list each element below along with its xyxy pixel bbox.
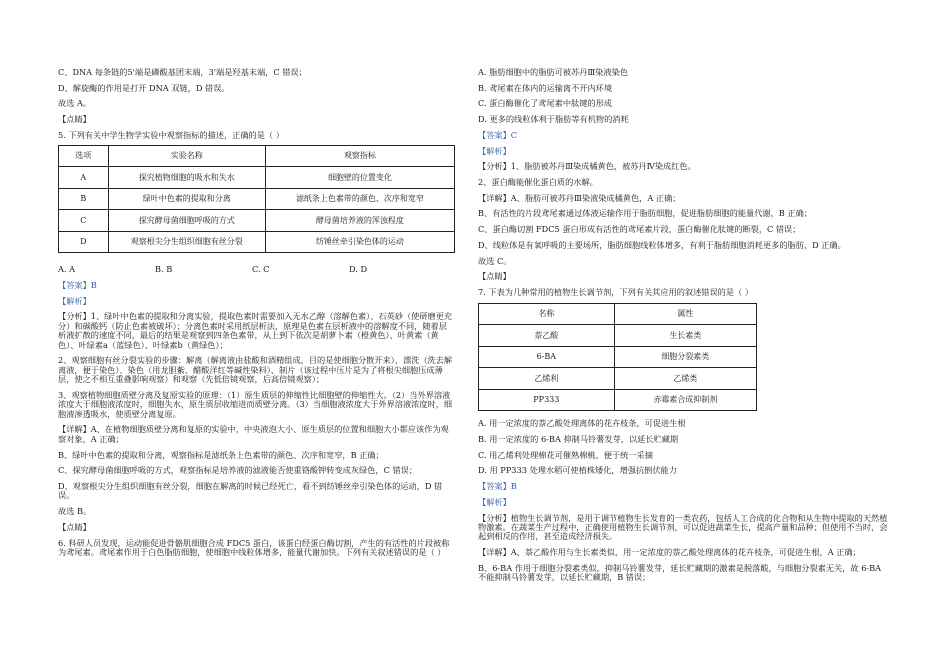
table-cell: PP333	[479, 389, 615, 411]
table-cell: 观察根尖分生组织细胞有丝分裂	[108, 231, 265, 253]
q7-option-d: D. 用 PP333 处理水稻可使植株矮化，增强抗倒伏能力	[478, 465, 677, 476]
q6-choice: 故选 C。	[478, 255, 512, 266]
option-d: D. D	[349, 264, 368, 275]
q5-detail-d: D、观察根尖分生组织细胞有丝分裂，细胞在解离的时候已经死亡，看不到纺锤丝牵引染色体的运动，D 错误。	[58, 480, 443, 501]
table-header-cell: 属性	[614, 303, 756, 325]
q7-stem: 7. 下表为几种常用的植物生长调节剂，下列有关其应用的叙述错误的是（ ）	[478, 287, 754, 298]
table-cell: 探究植物细胞的吸水和失水	[108, 167, 265, 189]
option-b: B. B	[155, 264, 173, 275]
q6-option-c: C. 蛋白酶催化了鸢尾素中肽键的形成	[478, 98, 612, 109]
q7-explanation-1: 【分析】植物生长调节剂，是用于调节植物生长发育的一类农药，包括人工合成的化合物和从生物中提取的天然植物激素。在蔬菜生产过程中，正确使用植物生长调节剂，可以促进蔬菜生长，提高产量和品种；但使用不当时，会起到相反的作用，甚至造成经济损失。	[478, 512, 888, 542]
q6-detail-b: B、有活性的片段鸢尾素通过体液运输作用于脂肪细胞，促进脂肪细胞的能量代谢，B 正确；	[478, 208, 812, 219]
table-cell: A	[59, 167, 109, 189]
q7-option-a: A. 用一定浓度的萘乙酸处理离体的花卉枝条，可促进生根	[478, 418, 686, 429]
table-cell: B	[59, 188, 109, 210]
line-q4-choice: 故选 A。	[58, 98, 92, 109]
q5-detail-c: C、探究酵母菌细胞呼吸的方式，观察指标是培养液的滤液能否使重铬酸钾转变成灰绿色，C 错误；	[58, 465, 418, 476]
table-row	[479, 325, 757, 347]
table-cell: 探究酵母菌细胞呼吸的方式	[108, 210, 265, 232]
table-row	[59, 167, 455, 189]
left-column	[58, 68, 455, 564]
line-q4-c: C、DNA 每条链的5'端是磷酸基团末端，3'端是羟基末端，C 错误；	[58, 67, 307, 77]
table-header-cell: 实验名称	[108, 145, 265, 167]
q6-answer: 【答案】C	[478, 129, 518, 140]
q6-analysis-tag: 【解析】	[478, 145, 511, 156]
q6-detail-d: D、线粒体是有氧呼吸的主要场所，脂肪细胞线粒体增多，有利于脂肪细胞消耗更多的脂肪，D 正确。	[478, 239, 846, 250]
table-cell: 赤霉素合成抑制剂	[614, 389, 756, 411]
option-c: C. C	[252, 264, 270, 275]
q6-explanation-1: 【分析】1、脂肪被苏丹Ⅲ染成橘黄色，被苏丹Ⅳ染成红色。	[478, 161, 696, 172]
q5-table	[58, 145, 455, 254]
table-cell: 萘乙酸	[479, 325, 615, 347]
table-row	[59, 188, 455, 210]
table-row	[59, 210, 455, 232]
table-cell: 绿叶中色素的提取和分离	[108, 188, 265, 210]
q6-detail-a: 【详解】A、脂肪可被苏丹Ⅲ染液染成橘黄色，A 正确；	[478, 192, 681, 203]
table-cell: 纺锤丝牵引染色体的运动	[265, 231, 454, 253]
q5-options	[58, 265, 455, 274]
table-row	[479, 389, 757, 411]
q5-detail-b: B、绿叶中色素的提取和分离，观察指标是滤纸条上色素带的颜色、次序和宽窄，B 正确；	[58, 449, 384, 460]
q7-table	[478, 303, 757, 412]
table-row	[479, 368, 757, 390]
q6-tip: 【点睛】	[478, 271, 511, 282]
line-q4-tip: 【点睛】	[58, 114, 91, 125]
table-row	[59, 231, 455, 253]
q5-explanation-2: 2、观察细胞有丝分裂实验的步骤：解离（解离液由盐酸和酒精组成，目的是使细胞分散开来）、漂洗（洗去解离液，便于染色）、染色（用龙胆紫、醋酸洋红等碱性染料）、制片（该过程中压片是为了将根尖细胞压成薄层，使之不相互重叠影响观察）和观察（先低倍镜观察，后高倍镜观察）；	[58, 355, 453, 385]
q5-stem: 5. 下列有关中学生物学实验中观察指标的描述，正确的是（ ）	[58, 129, 284, 140]
q7-answer: 【答案】B	[478, 481, 517, 492]
table-cell: 细胞分裂素类	[614, 346, 756, 368]
table-cell: D	[59, 231, 109, 253]
q7-detail-b: B、6-BA 作用于细胞分裂素类似，抑制马铃薯发芽，延长贮藏期的激素是脱落酸，与细胞分裂素无关，故 6-BA 不能抑制马铃薯发芽，以延长贮藏期，B 错误；	[478, 562, 882, 583]
q6-option-b: B. 鸢尾素在体内的运输离不开内环境	[478, 82, 613, 93]
q5-choice: 故选 B。	[58, 506, 92, 517]
table-cell: 细胞壁的位置变化	[265, 167, 454, 189]
q7-option-b: B. 用一定浓度的 6-BA 抑制马铃薯发芽，以延长贮藏期	[478, 434, 679, 444]
table-header-cell: 选项	[59, 145, 109, 167]
table-cell: C	[59, 210, 109, 232]
table-header-cell: 观察指标	[265, 145, 454, 167]
table-cell: 6-BA	[479, 346, 615, 368]
q7-option-c: C. 用乙烯利处理棉花可催熟棉桃，便于统一采摘	[478, 449, 653, 460]
table-header-row	[59, 145, 455, 167]
table-cell: 生长素类	[614, 325, 756, 347]
table-cell: 滤纸条上色素带的颜色、次序和宽窄	[265, 188, 454, 210]
q6-explanation-2: 2、蛋白酶能催化蛋白质的水解。	[478, 177, 598, 188]
q5-answer: 【答案】B	[58, 279, 97, 290]
right-column	[478, 68, 890, 589]
table-cell: 酵母菌培养液的浑浊程度	[265, 210, 454, 232]
q5-explanation-1: 【分析】1、绿叶中色素的提取和分离实验，提取色素时需要加入无水乙醇（溶解色素）、石英砂（使研磨更充分）和碳酸钙（防止色素被破坏）；分离色素时采用纸层析法，原理是色素在层析液中的溶解度不同，随着层析液扩散的速度不同，最后的结果是观察到四条色素带，从上到下依次是胡萝卜素（橙黄色）、叶黄素（黄色）、叶绿素a（蓝绿色）、叶绿素b（黄绿色）；	[58, 311, 453, 350]
table-header-row	[479, 303, 757, 325]
table-header-cell: 名称	[479, 303, 615, 325]
q5-detail-a: 【详解】A、在植物细胞质壁分离和复原的实验中，中央液泡大小、原生质层的位置和细胞大小都应该作为观察对象，A 正确；	[58, 424, 449, 444]
option-a: A. A	[58, 264, 76, 275]
q5-tip: 【点睛】	[58, 521, 91, 532]
q7-analysis-tag: 【解析】	[478, 496, 511, 507]
q6-option-a: A. 脂肪细胞中的脂肪可被苏丹Ⅲ染液染色	[478, 67, 629, 77]
q7-detail-a: 【详解】A、萘乙酸作用与生长素类似，用一定浓度的萘乙酸处理离体的花卉枝条，可促进生根，A 正确；	[478, 547, 861, 558]
q6-detail-c: C、蛋白酶切割 FDC5 蛋白形成有活性的鸢尾素片段，蛋白酶催化肽键的断裂，C 错误；	[478, 224, 801, 235]
line-q4-d: D、解旋酶的作用是打开 DNA 双链，D 错误。	[58, 82, 230, 93]
q6-option-d: D. 更多的线粒体利于脂肪等有机物的消耗	[478, 114, 629, 125]
table-cell: 乙烯类	[614, 368, 756, 390]
table-cell: 乙烯利	[479, 368, 615, 390]
q6-stem: 6. 科研人员发现，运动能促进骨骼肌细胞合成 FDC5 蛋白，该蛋白经蛋白酶切割，产生的有活性的片段被称为鸢尾素。鸢尾素作用于白色脂肪细胞，使细胞中线粒体增多，能量代谢加快。下列有关叙述错误的是（ ）	[58, 537, 450, 557]
q5-analysis-tag: 【解析】	[58, 295, 91, 306]
q5-explanation-3: 3、观察植物细胞质壁分离及复原实验的原理：（1）原生质层的伸缩性比细胞壁的伸缩性大。（2）当外界溶液浓度大于细胞液浓度时，细胞失水，原生质层收缩进而质壁分离。（3）当细胞液浓度大于外界溶液浓度时，细胞液渗透吸水，使质壁分离复原。	[58, 389, 453, 419]
table-row	[479, 346, 757, 368]
